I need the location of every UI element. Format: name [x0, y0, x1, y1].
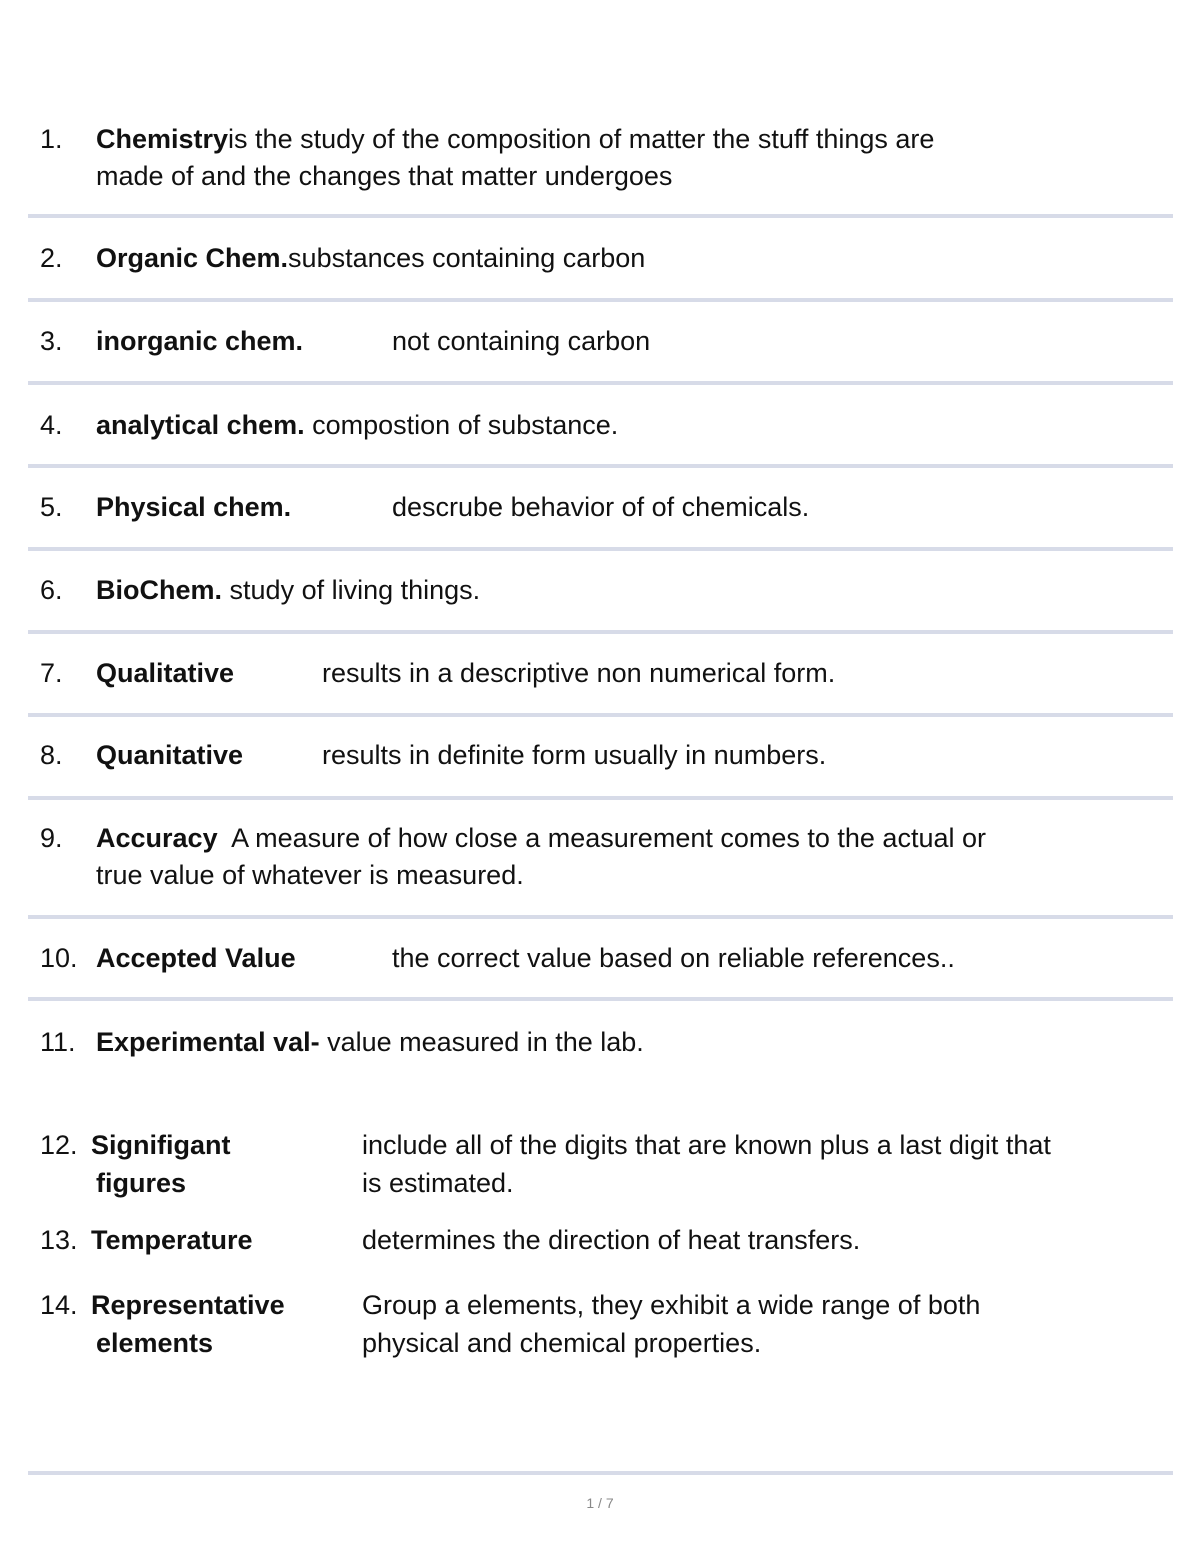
entry-definition-cont: made of and the changes that matter undergoes [96, 161, 673, 191]
entry-definition: Group a elements, they exhibit a wide range of both [362, 1290, 981, 1320]
entry-number: 1. [40, 124, 63, 154]
entry-number: 10. [40, 943, 78, 973]
entry-definition: substances containing carbon [288, 243, 646, 273]
entry-number: 12. [40, 1130, 78, 1160]
entry-definition-cont: physical and chemical properties. [362, 1328, 762, 1358]
entry-number: 6. [40, 575, 63, 605]
entry-definition: descrube behavior of of chemicals. [392, 492, 810, 522]
entry-number: 9. [40, 823, 63, 853]
divider [28, 630, 1173, 634]
entry-definition: value measured in the lab. [327, 1027, 644, 1057]
entry-term: inorganic chem. [96, 326, 304, 356]
entry-term: Qualitative [96, 658, 235, 688]
divider [28, 298, 1173, 302]
entry-term: Signifigant [91, 1130, 231, 1160]
entry-number: 13. [40, 1225, 78, 1255]
entry-definition: include all of the digits that are known plus a last digit that [362, 1130, 1051, 1160]
entry-term: Accepted Value [96, 943, 296, 973]
entry-term: Chemistry [96, 124, 229, 154]
divider [28, 713, 1173, 717]
entry-number: 2. [40, 243, 63, 273]
divider [28, 381, 1173, 385]
entry-definition: the correct value based on reliable references.. [392, 943, 955, 973]
entry-term: Organic Chem. [96, 243, 289, 273]
entry-term-cont: elements [96, 1328, 214, 1358]
entry-number: 11. [40, 1027, 76, 1057]
entry-definition: results in definite form usually in numbers. [322, 740, 827, 770]
entry-term: Physical chem. [96, 492, 292, 522]
entry-term: Quanitative [96, 740, 244, 770]
divider [28, 997, 1173, 1001]
entry-definition: results in a descriptive non numerical form. [322, 658, 836, 688]
entry-definition: is the study of the composition of matter the stuff things are [228, 124, 935, 154]
divider [28, 547, 1173, 551]
entry-definition: not containing carbon [392, 326, 651, 356]
entry-number: 5. [40, 492, 63, 522]
entry-definition-cont: is estimated. [362, 1168, 514, 1198]
divider [28, 796, 1173, 800]
entry-term: BioChem. [96, 575, 223, 605]
page-number: 1 / 7 [586, 1495, 614, 1511]
entry-term: Experimental val- [96, 1027, 320, 1057]
entry-term: Representative [91, 1290, 285, 1320]
entry-definition: study of living things. [229, 575, 481, 605]
entry-definition-cont: true value of whatever is measured. [96, 860, 524, 890]
entry-definition: A measure of how close a measurement comes to the actual or [231, 823, 986, 853]
divider [28, 464, 1173, 468]
entry-term: analytical chem. [96, 410, 305, 440]
entry-term-cont: figures [96, 1168, 187, 1198]
entry-number: 4. [40, 410, 63, 440]
entry-number: 8. [40, 740, 63, 770]
entry-definition: determines the direction of heat transfers. [362, 1225, 861, 1255]
entry-number: 3. [40, 326, 63, 356]
entry-number: 14. [40, 1290, 78, 1320]
entry-term: Accuracy [96, 823, 218, 853]
entry-term: Temperature [91, 1225, 253, 1255]
entry-definition: compostion of substance. [312, 410, 619, 440]
divider [28, 214, 1173, 218]
footer-divider [28, 1471, 1173, 1475]
entry-number: 7. [40, 658, 63, 688]
divider [28, 915, 1173, 919]
